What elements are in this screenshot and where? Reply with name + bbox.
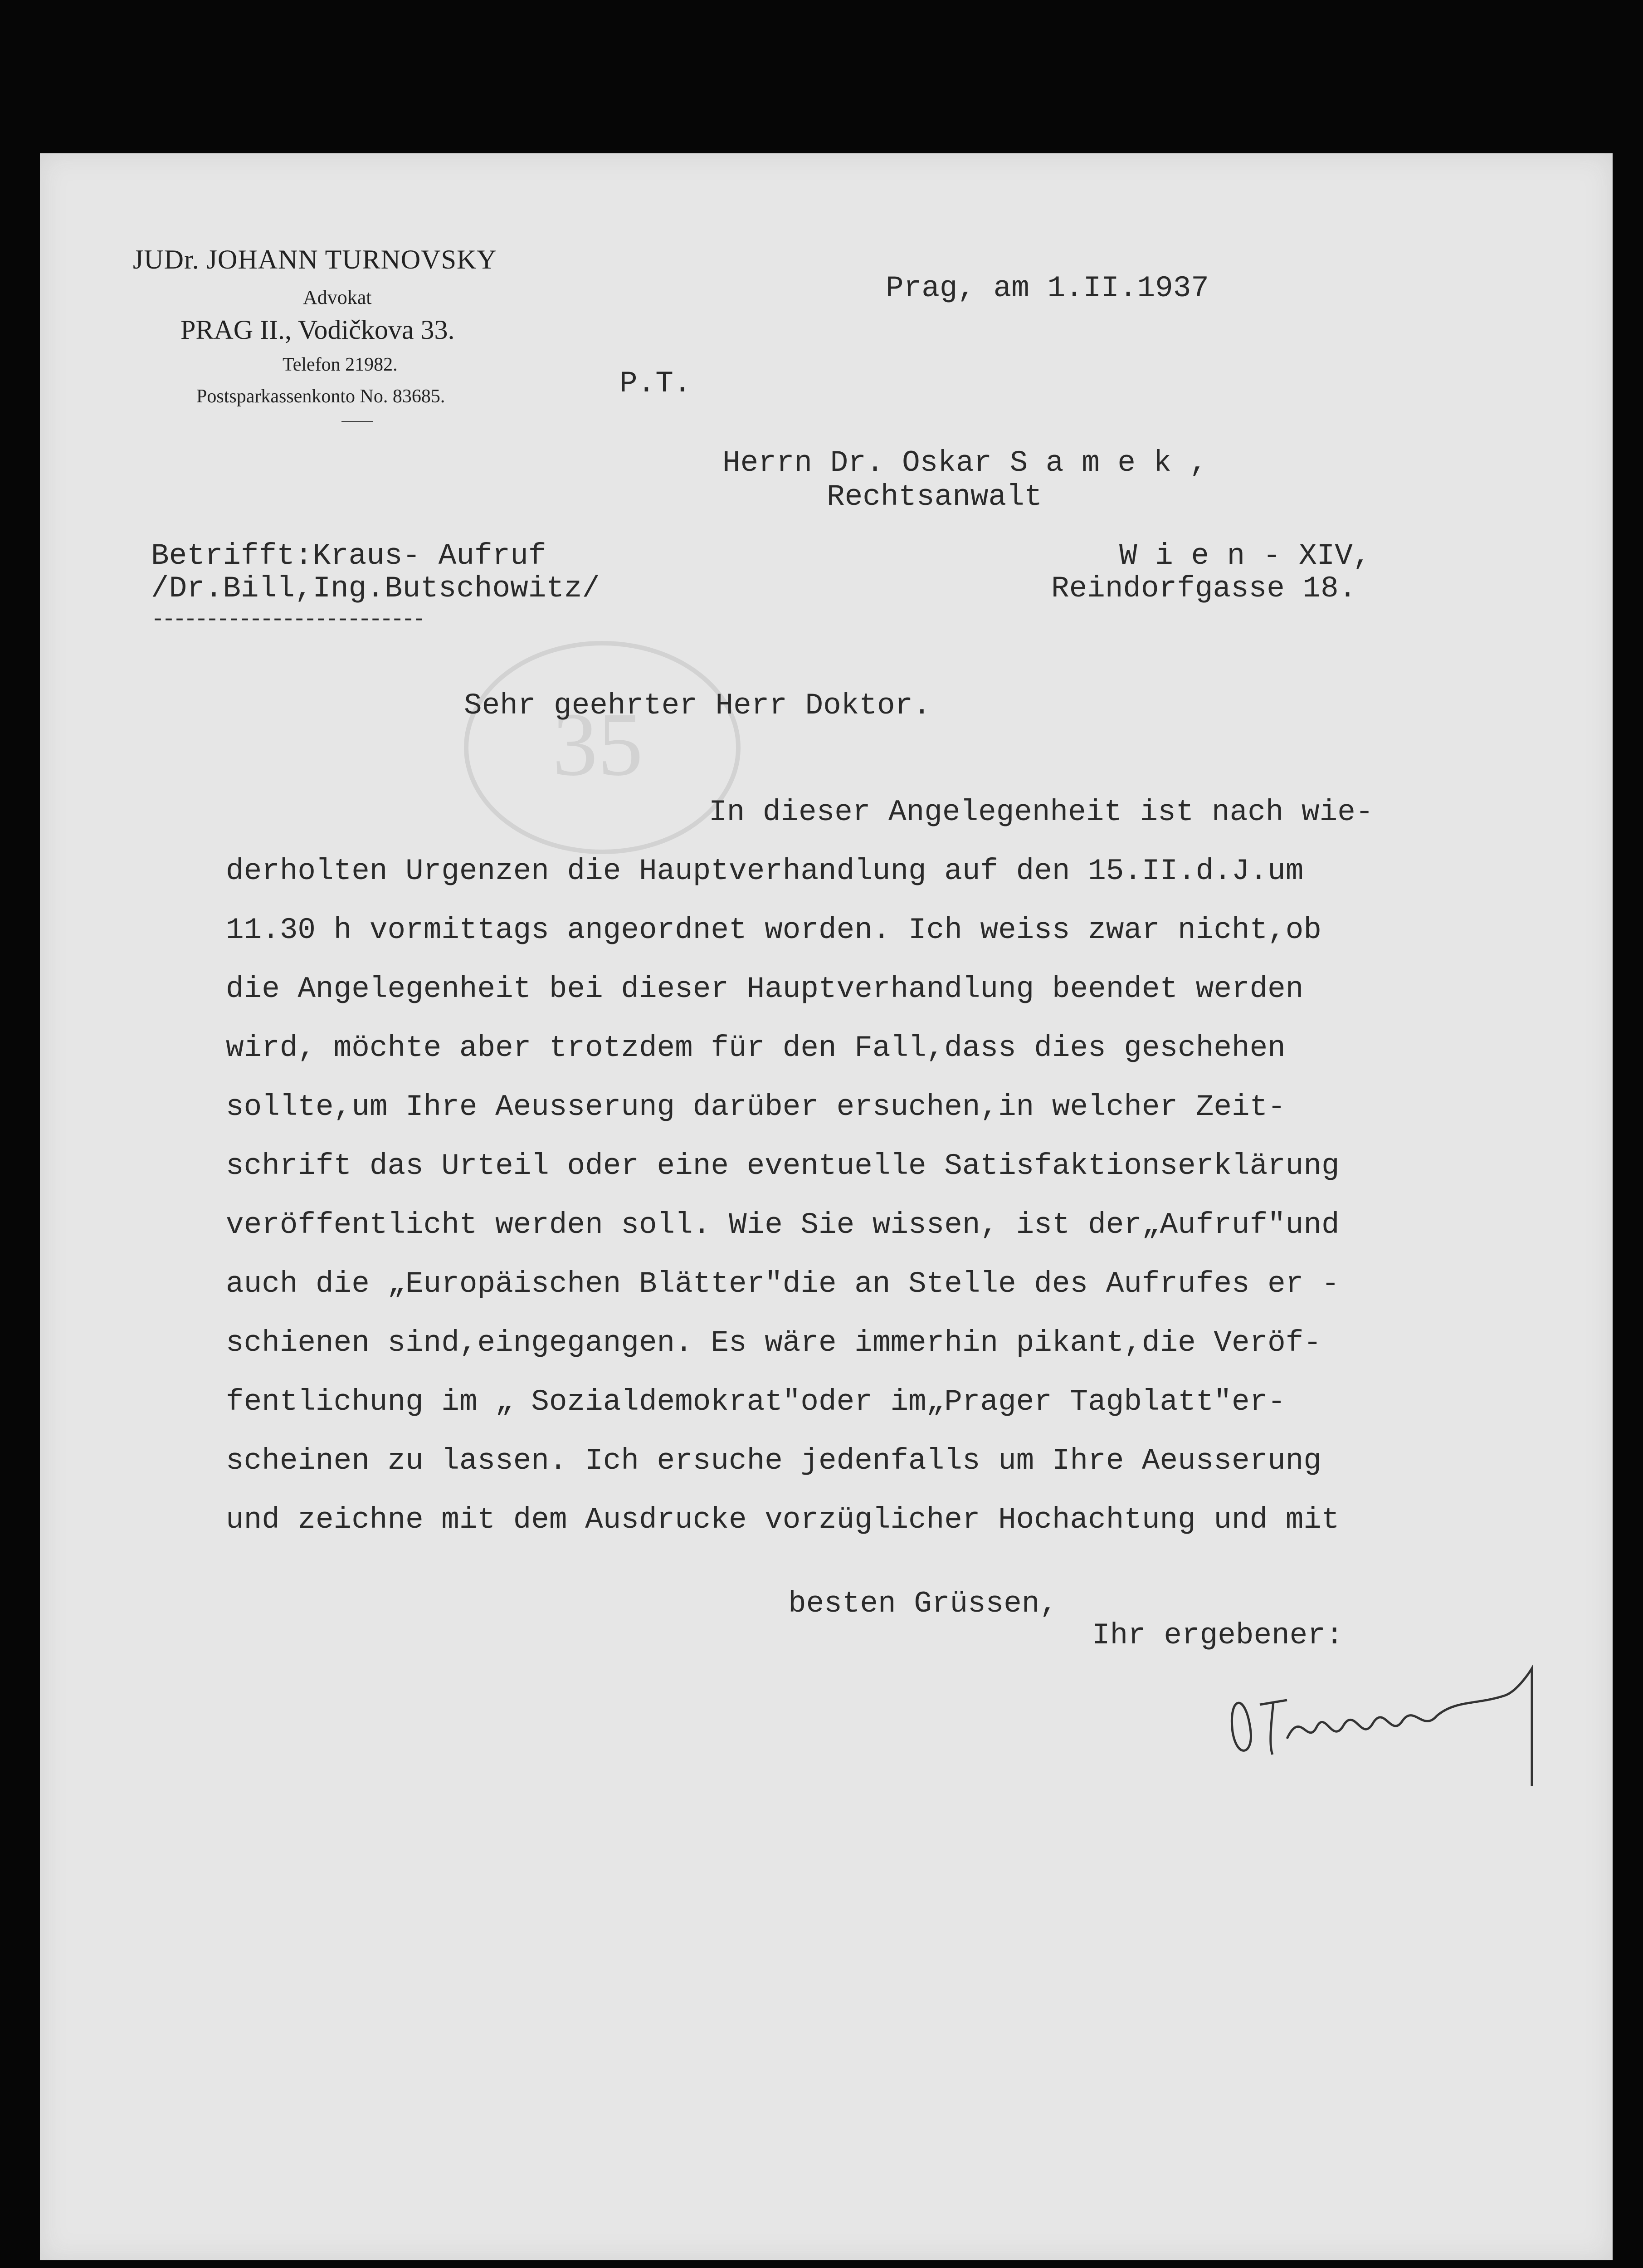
recipient-title: Rechtsanwalt — [827, 480, 1043, 514]
svg-text:35: 35 — [552, 694, 643, 795]
letterhead-telephone: Telefon 21982. — [283, 354, 398, 375]
letter-sheet — [40, 153, 1613, 2260]
body-line: die Angelegenheit bei dieser Hauptverhandlung beendet werden — [226, 972, 1304, 1006]
body-line: veröffentlicht werden soll. Wie Sie wissen, ist der„Aufruf"und — [226, 1208, 1340, 1242]
letterhead-address: PRAG II., Vodičkova 33. — [180, 315, 455, 345]
recipient-street: Reindorfgasse 18. — [1051, 572, 1357, 606]
body-line: derholten Urgenzen die Hauptverhandlung auf den 15.II.d.J.um — [226, 854, 1304, 888]
pt-abbreviation: P.T. — [619, 367, 692, 401]
body-line: schienen sind,eingegangen. Es wäre immerhin pikant,die Veröf- — [226, 1326, 1321, 1360]
body-line: auch die „Europäischen Blätter"die an Stelle des Aufrufes er - — [226, 1267, 1340, 1301]
subject-underline: ------------------------- — [151, 607, 424, 633]
body-line: 11.30 h vormittags angeordnet worden. Ich weiss zwar nicht,ob — [226, 913, 1321, 947]
recipient-city: W i e n - XIV, — [1119, 539, 1371, 573]
subject-line-1: Betrifft:Kraus- Aufruf — [151, 539, 546, 573]
recipient-name: Herrn Dr. Oskar S a m e k , — [722, 446, 1208, 480]
closing-signoff: Ihr ergebener: — [1092, 1618, 1344, 1652]
handwritten-signature — [1219, 1641, 1564, 1795]
salutation: Sehr geehrter Herr Doktor. — [464, 689, 931, 723]
body-line: schrift das Urteil oder eine eventuelle Satisfaktionserklärung — [226, 1149, 1340, 1183]
letterhead-postal-account: Postsparkassenkonto No. 83685. — [196, 386, 445, 407]
body-line: und zeichne mit dem Ausdrucke vorzüglicher Hochachtung und mit — [226, 1503, 1340, 1537]
body-line: wird, möchte aber trotzdem für den Fall,dass dies geschehen — [226, 1031, 1286, 1065]
letter-date: Prag, am 1.II.1937 — [886, 271, 1209, 305]
body-line: In dieser Angelegenheit ist nach wie- — [709, 795, 1374, 829]
letterhead-role: Advokat — [303, 286, 372, 308]
letterhead-divider — [341, 421, 373, 422]
body-line: fentlichung im „ Sozialdemokrat"oder im„Prager Tagblatt"er- — [226, 1385, 1286, 1419]
subject-line-2: /Dr.Bill,Ing.Butschowitz/ — [151, 572, 600, 606]
closing-greeting: besten Grüssen, — [788, 1587, 1058, 1621]
body-line: scheinen zu lassen. Ich ersuche jedenfalls um Ihre Aeusserung — [226, 1444, 1321, 1478]
body-line: sollte,um Ihre Aeusserung darüber ersuchen,in welcher Zeit- — [226, 1090, 1286, 1124]
letterhead-name: JUDr. JOHANN TURNOVSKY — [133, 244, 497, 274]
